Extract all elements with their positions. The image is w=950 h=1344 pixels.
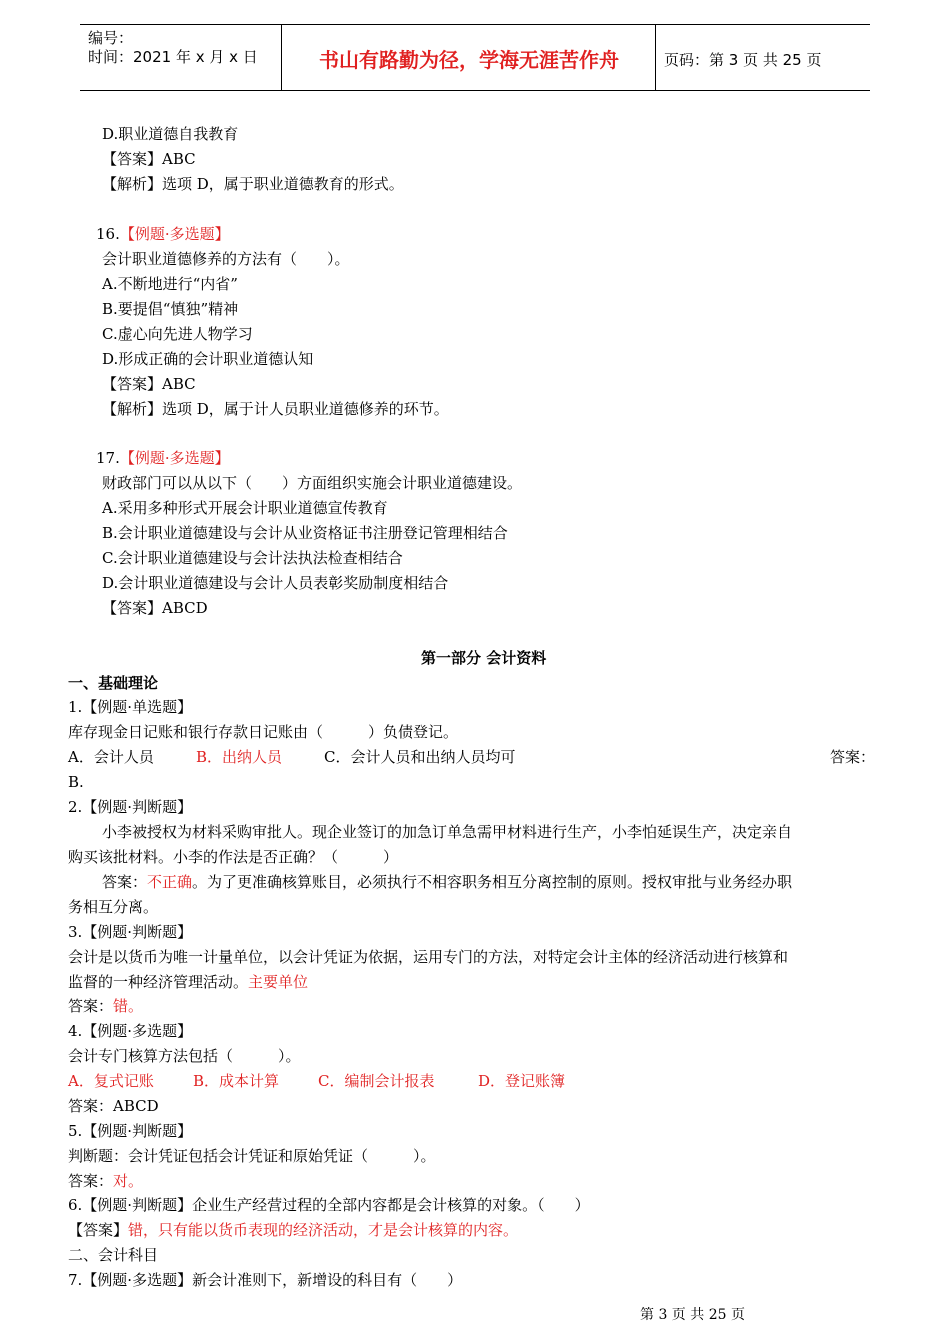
question-4-heading: 4.【例题·多选题】 (68, 1022, 193, 1040)
page-footer: 第 3 页 共 25 页 (640, 1307, 745, 1323)
option-b: B．出纳人员 (196, 748, 283, 766)
answer-value: 错。 (113, 997, 144, 1015)
question-number: 17. (96, 449, 120, 467)
option-d: D.形成正确的会计职业道德认知 (102, 350, 314, 368)
answer-line (68, 996, 143, 1016)
header-bottom-border (80, 90, 870, 91)
question-7-line: 7.【例题·多选题】新会计准则下，新增设的科目有（ ） (68, 1271, 463, 1289)
answer-line (68, 1171, 143, 1191)
header-divider-right (655, 24, 656, 90)
question-stem: 库存现金日记账和银行存款日记账由（ ）负债登记。 (68, 723, 459, 741)
answer-value: 不正确 (147, 873, 193, 891)
header-time-label: 时间：2021 年 x 月 x 日 (88, 48, 258, 66)
question-17-heading (96, 448, 230, 468)
question-3-heading: 3.【例题·判断题】 (68, 923, 193, 941)
question-6-line: 6.【例题·判断题】企业生产经营过程的全部内容都是会计核算的对象。（ ） (68, 1196, 590, 1214)
header-divider-left (281, 24, 282, 90)
question-stem: 会计职业道德修养的方法有（ ）。 (102, 250, 350, 268)
header-number-label: 编号： (88, 29, 134, 47)
option-a: A．复式记账 (68, 1072, 154, 1090)
part-title: 第一部分 会计资料 (421, 649, 547, 667)
option-c: C.虚心向先进人物学习 (102, 325, 253, 343)
question-2-heading: 2.【例题·判断题】 (68, 798, 193, 816)
question-stem: 会计专门核算方法包括（ ）。 (68, 1047, 301, 1065)
question-1-heading: 1.【例题·单选题】 (68, 698, 193, 716)
option-a: A.采用多种形式开展会计职业道德宣传教育 (102, 499, 388, 517)
answer-value: 对。 (113, 1172, 144, 1190)
answer-line (102, 872, 792, 892)
answer-label: 答案： (68, 1172, 114, 1190)
answer-line: 【答案】ABC (102, 375, 196, 393)
section-heading: 二、会计科目 (68, 1246, 159, 1264)
option-a: A.不断地进行“内省” (102, 275, 238, 293)
question-stem: 会计是以货币为唯一计量单位，以会计凭证为依据，运用专门的方法，对特定会计主体的经济活动进行核算和 (68, 948, 789, 966)
option-d: D．登记账簿 (478, 1072, 566, 1090)
answer-label: 答案： (68, 997, 114, 1015)
header-motto: 书山有路勤为径，学海无涯苦作舟 (319, 48, 619, 72)
header-page-info: 页码：第 3 页 共 25 页 (664, 51, 822, 69)
question-tag: 【例题·多选题】 (119, 449, 230, 467)
answer-label: 【答案】 (68, 1221, 129, 1239)
answer-line (68, 1220, 518, 1240)
answer-line: 答案：ABCD (68, 1097, 159, 1115)
question-stem (68, 972, 308, 992)
answer-line: 【答案】ABC (102, 150, 196, 168)
answer-value: B. (68, 773, 84, 791)
option-c: C．编制会计报表 (318, 1072, 435, 1090)
question-stem: 判断题：会计凭证包括会计凭证和原始凭证（ ）。 (68, 1147, 436, 1165)
question-tag: 【例题·多选题】 (119, 225, 230, 243)
explanation-line: 【解析】选项 D，属于计人员职业道德修养的环节。 (102, 400, 449, 418)
question-16-heading (96, 224, 230, 244)
question-number: 16. (96, 225, 120, 243)
question-stem: 财政部门可以从以下（ ）方面组织实施会计职业道德建设。 (102, 474, 523, 492)
section-heading: 一、基础理论 (68, 674, 159, 692)
option-d: D.会计职业道德建设与会计人员表彰奖励制度相结合 (102, 574, 449, 592)
option-c: C．会计人员和出纳人员均可 (324, 748, 516, 766)
answer-label: 答案： (830, 748, 876, 766)
answer-label: 答案： (102, 873, 148, 891)
question-stem: 小李被授权为材料采购审批人。现企业签订的加急订单急需甲材料进行生产，小李怕延误生产，决定亲自 (102, 823, 793, 841)
header-top-border (80, 24, 870, 25)
answer-line: 【答案】ABCD (102, 599, 208, 617)
option-c: C.会计职业道德建设与会计法执法检查相结合 (102, 549, 403, 567)
option-b: B.要提倡“慎独”精神 (102, 300, 239, 318)
answer-explanation: 务相互分离。 (68, 898, 159, 916)
text-line: D.职业道德自我教育 (102, 125, 239, 143)
answer-value: 错，只有能以货币表现的经济活动，才是会计核算的内容。 (128, 1221, 519, 1239)
question-stem: 购买该批材料。小李的作法是否正确？（ ） (68, 848, 399, 866)
option-b: B．成本计算 (193, 1072, 280, 1090)
question-5-heading: 5.【例题·判断题】 (68, 1122, 193, 1140)
stem-text: 监督的一种经济管理活动。 (68, 973, 249, 991)
option-b: B.会计职业道德建设与会计从业资格证书注册登记管理相结合 (102, 524, 508, 542)
correction-note: 主要单位 (248, 973, 309, 991)
explanation-line: 【解析】选项 D，属于职业道德教育的形式。 (102, 175, 404, 193)
answer-explanation: 。为了更准确核算账目，必须执行不相容职务相互分离控制的原则。授权审批与业务经办职 (192, 873, 793, 891)
option-a: A．会计人员 (68, 748, 154, 766)
